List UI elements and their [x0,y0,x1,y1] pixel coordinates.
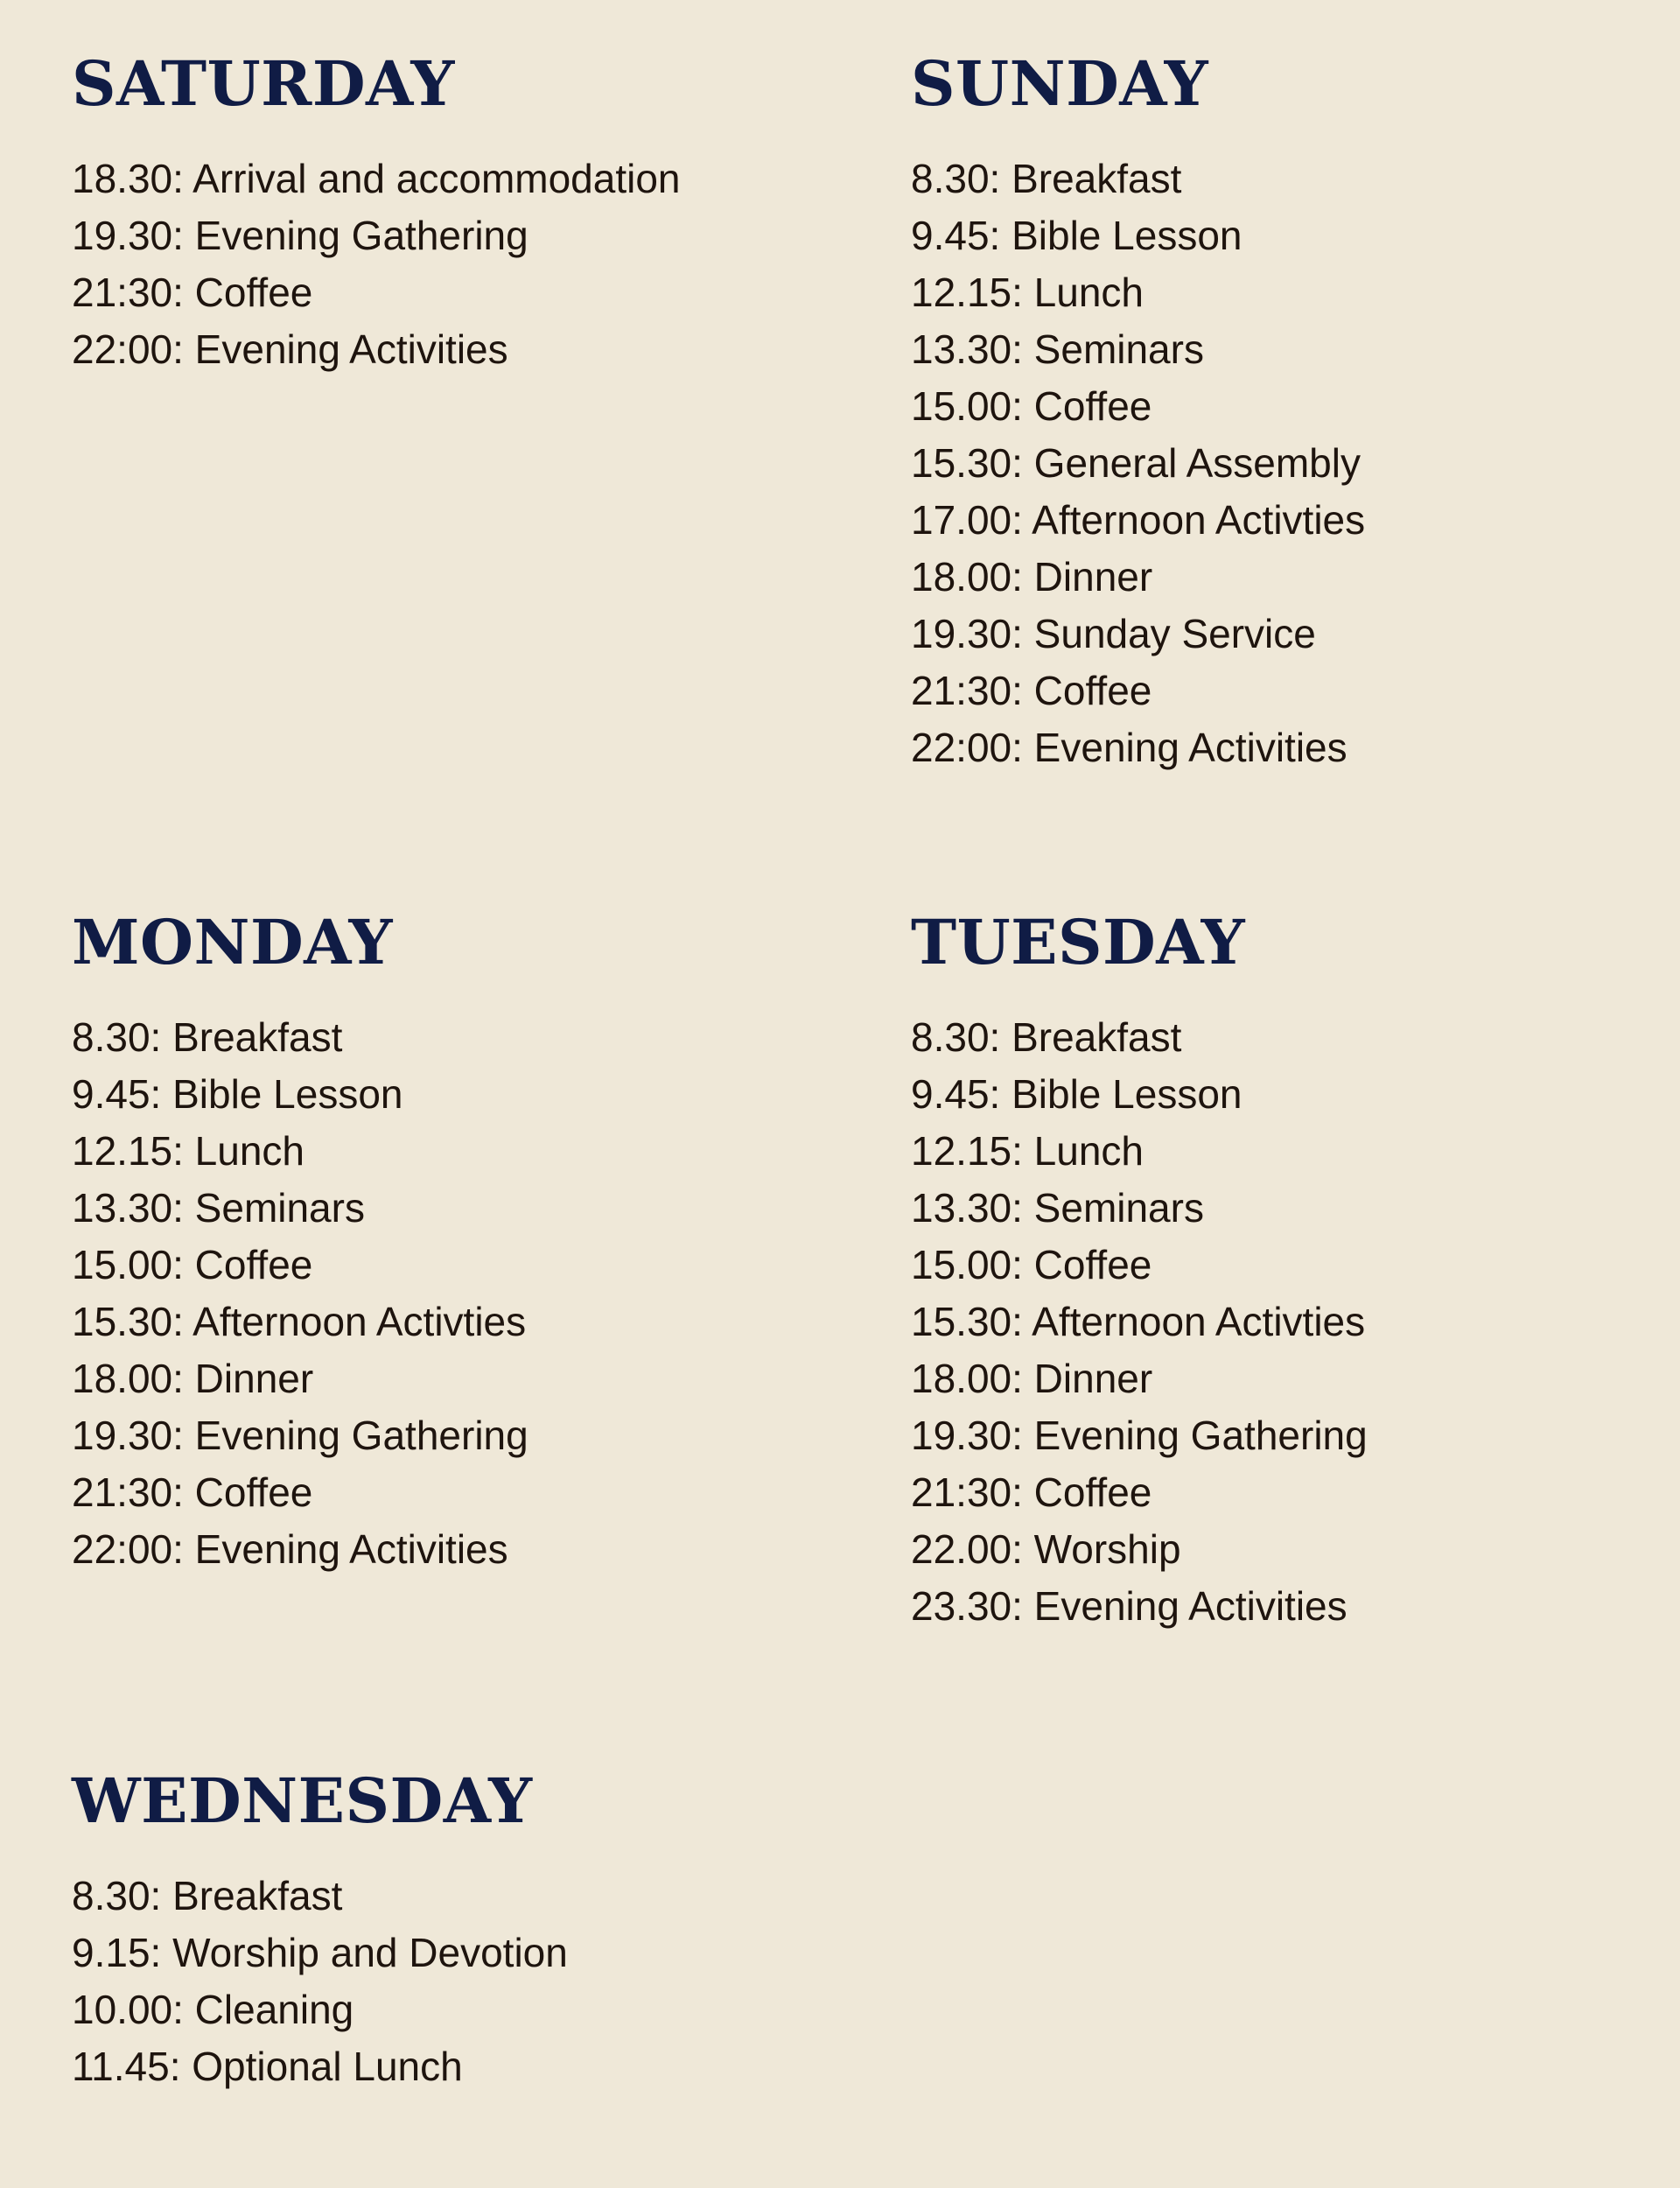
schedule-item: 9.15: Worship and Devotion [72,1930,568,1975]
schedule-item: 13.30: Seminars [911,326,1204,372]
day-section-tuesday [911,901,1663,1635]
day-section-saturday [72,42,824,378]
schedule-item: 13.30: Seminars [911,1185,1204,1231]
day-heading-sunday: SUNDAY [911,47,1209,120]
schedule-item: 9.45: Bible Lesson [911,213,1242,258]
schedule-item: 12.15: Lunch [911,270,1144,315]
schedule-item: 19.30: Sunday Service [911,611,1316,656]
schedule-item: 12.15: Lunch [911,1128,1144,1174]
schedule-item: 13.30: Seminars [72,1185,365,1231]
schedule-list-wednesday [72,1868,824,2095]
schedule-item: 18.00: Dinner [911,1356,1153,1401]
schedule-item: 22:00: Evening Activities [911,725,1348,770]
schedule-item: 22:00: Evening Activities [72,1526,508,1572]
schedule-item: 8.30: Breakfast [911,1014,1182,1060]
schedule-item: 9.45: Bible Lesson [72,1071,403,1117]
schedule-item: 8.30: Breakfast [911,156,1182,201]
schedule-item: 18.30: Arrival and accommodation [72,156,681,201]
schedule-item: 22:00: Evening Activities [72,326,508,372]
day-heading-saturday: SATURDAY [72,47,455,120]
day-section-wednesday [72,1759,824,2095]
schedule-item: 18.00: Dinner [72,1356,314,1401]
schedule-item: 21:30: Coffee [911,1469,1152,1515]
schedule-item: 15.30: Afternoon Activties [72,1299,527,1344]
schedule-item: 15.00: Coffee [911,383,1152,429]
schedule-item: 15.00: Coffee [72,1242,313,1287]
day-heading-tuesday: TUESDAY [911,906,1246,978]
schedule-item: 11.45: Optional Lunch [72,2044,463,2089]
schedule-item: 8.30: Breakfast [72,1014,343,1060]
schedule-item: 18.00: Dinner [911,554,1153,600]
schedule-item: 9.45: Bible Lesson [911,1071,1242,1117]
schedule-item: 15.00: Coffee [911,1242,1152,1287]
schedule-item: 19.30: Evening Gathering [911,1413,1368,1458]
schedule-list-tuesday [911,1009,1663,1635]
schedule-list-sunday [911,151,1663,776]
schedule-item: 15.30: Afternoon Activties [911,1299,1366,1344]
schedule-item: 10.00: Cleaning [72,1987,354,2032]
day-section-sunday [911,42,1663,776]
schedule-item: 15.30: General Assembly [911,440,1361,486]
day-section-monday [72,901,824,1578]
schedule-list-saturday [72,151,824,378]
schedule-item: 21:30: Coffee [72,1469,313,1515]
schedule-item: 19.30: Evening Gathering [72,213,528,258]
schedule-item: 23.30: Evening Activities [911,1583,1348,1629]
schedule-list-monday [72,1009,824,1578]
schedule-item: 19.30: Evening Gathering [72,1413,528,1458]
schedule-item: 21:30: Coffee [72,270,313,315]
schedule-item: 8.30: Breakfast [72,1873,343,1918]
schedule-item: 21:30: Coffee [911,668,1152,713]
day-heading-wednesday: WEDNESDAY [72,1764,533,1837]
schedule-item: 22.00: Worship [911,1526,1181,1572]
day-heading-monday: MONDAY [72,906,393,978]
schedule-item: 12.15: Lunch [72,1128,305,1174]
schedule-item: 17.00: Afternoon Activties [911,497,1366,543]
